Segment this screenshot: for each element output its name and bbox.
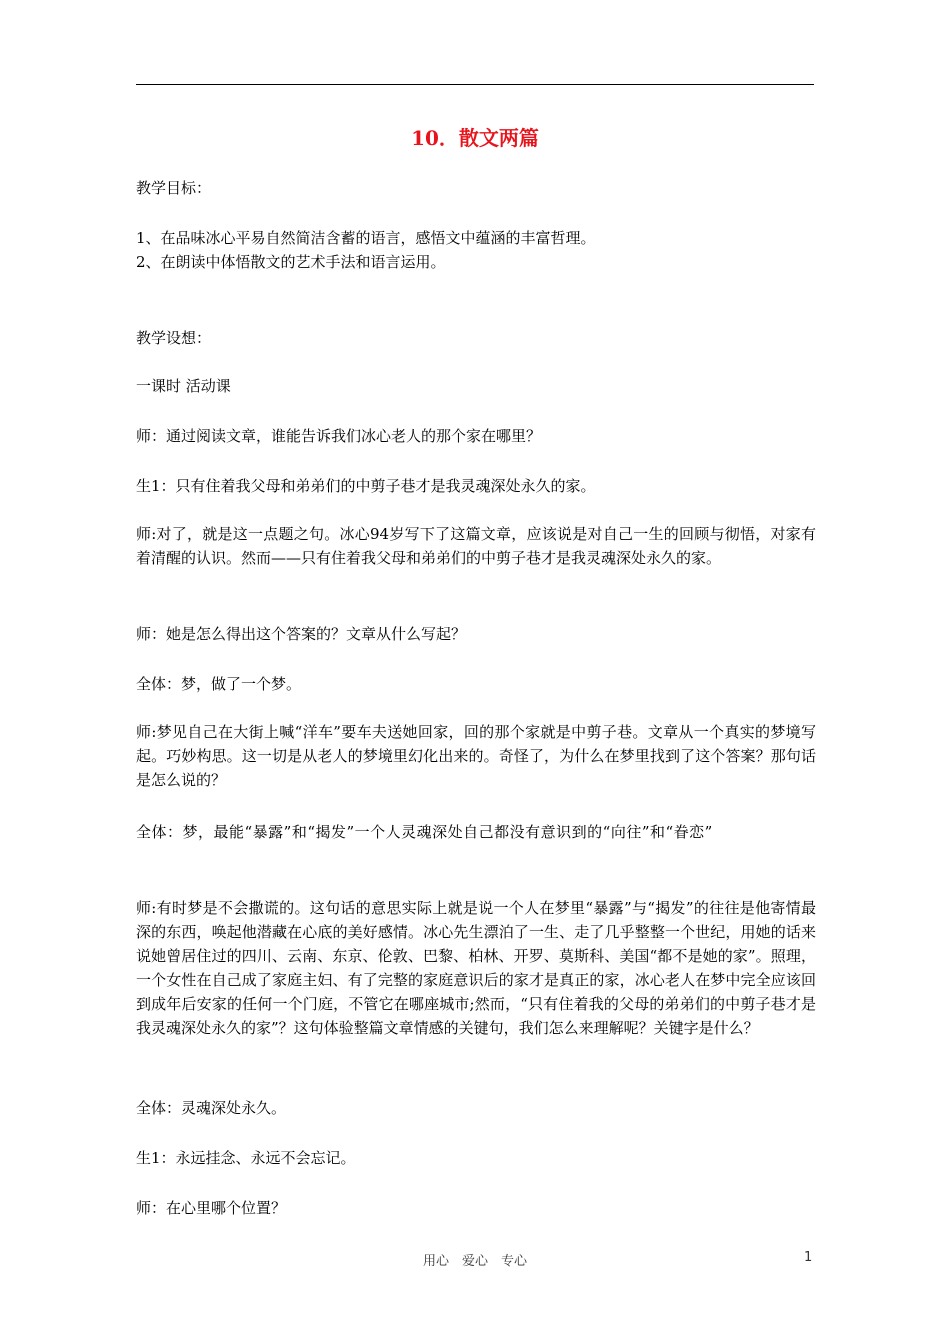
page-number: 1 [804, 1250, 813, 1265]
paragraph-dialogue: 全体：灵魂深处永久。 [136, 1099, 287, 1117]
paragraph-dialogue: 师:对了，就是这一点题之句。冰心94岁写下了这篇文章，应该说是对自己一生的回顾与彻悟，对家有着清醒的认识。然而——只有住着我父母和弟弟们的中剪子巷才是我灵魂深处永久的家。 [136, 525, 816, 567]
paragraph-dialogue: 全体：梦，做了一个梦。 [136, 675, 302, 693]
paragraph-goal-1: 1、在品味冰心平易自然简洁含蓄的语言，感悟文中蕴涵的丰富哲理。 [136, 229, 596, 247]
document-title: 10．散文两篇 [411, 126, 539, 150]
paragraph-dialogue: 全体：梦，最能“暴露”和“揭发”一个人灵魂深处自己都没有意识到的“向往”和“眷恋” [136, 823, 713, 841]
paragraph-goal-2: 2、在朗读中体悟散文的艺术手法和语言运用。 [136, 253, 446, 271]
paragraph-teaching-goals-heading: 教学目标： [136, 179, 212, 197]
paragraph-dialogue: 师:有时梦是不会撒谎的。这句话的意思实际上就是说一个人在梦里“暴露”与“揭发”的往往是他寄情最深的东西，唤起他潜藏在心底的美好感情。冰心先生漂泊了一生、走了几乎整整一个世纪，用她的话来说她曾居住过的四川、云南、东京、伦敦、巴黎、柏林、开罗、莫斯科、美国“都不是她的家”。照理，一个女性在自己成了家庭主妇、有了完整的家庭意识后的家才是真正的家，冰心老人在梦中完全应该回到成年后安家的任何一个门庭，不管它在哪座城市;然而，“只有住着我的父母的弟弟们的中剪子巷才是我灵魂深处永久的家”？这句体验整篇文章情感的关键句，我们怎么来理解呢？关键字是什么？ [136, 899, 816, 1037]
header-rule [136, 84, 814, 85]
paragraph-dialogue: 生1：永远挂念、永远不会忘记。 [136, 1149, 356, 1167]
paragraph-dialogue: 师：在心里哪个位置？ [136, 1199, 287, 1217]
paragraph-dialogue: 生1：只有住着我父母和弟弟们的中剪子巷才是我灵魂深处永久的家。 [136, 477, 596, 495]
paragraph-teaching-plan-heading: 教学设想： [136, 329, 212, 347]
paragraph-lesson-type: 一课时 活动课 [136, 377, 231, 395]
paragraph-dialogue: 师:梦见自己在大街上喊“洋车”要车夫送她回家，回的那个家就是中剪子巷。文章从一个真实的梦境写起。巧妙构思。这一切是从老人的梦境里幻化出来的。奇怪了，为什么在梦里找到了这个答案？那句话是怎么说的？ [136, 723, 816, 789]
paragraph-dialogue: 师：她是怎么得出这个答案的？文章从什么写起？ [136, 625, 467, 643]
page-footer: 用心 爱心 专心 [422, 1254, 527, 1269]
paragraph-dialogue: 师：通过阅读文章，谁能告诉我们冰心老人的那个家在哪里？ [136, 427, 542, 445]
